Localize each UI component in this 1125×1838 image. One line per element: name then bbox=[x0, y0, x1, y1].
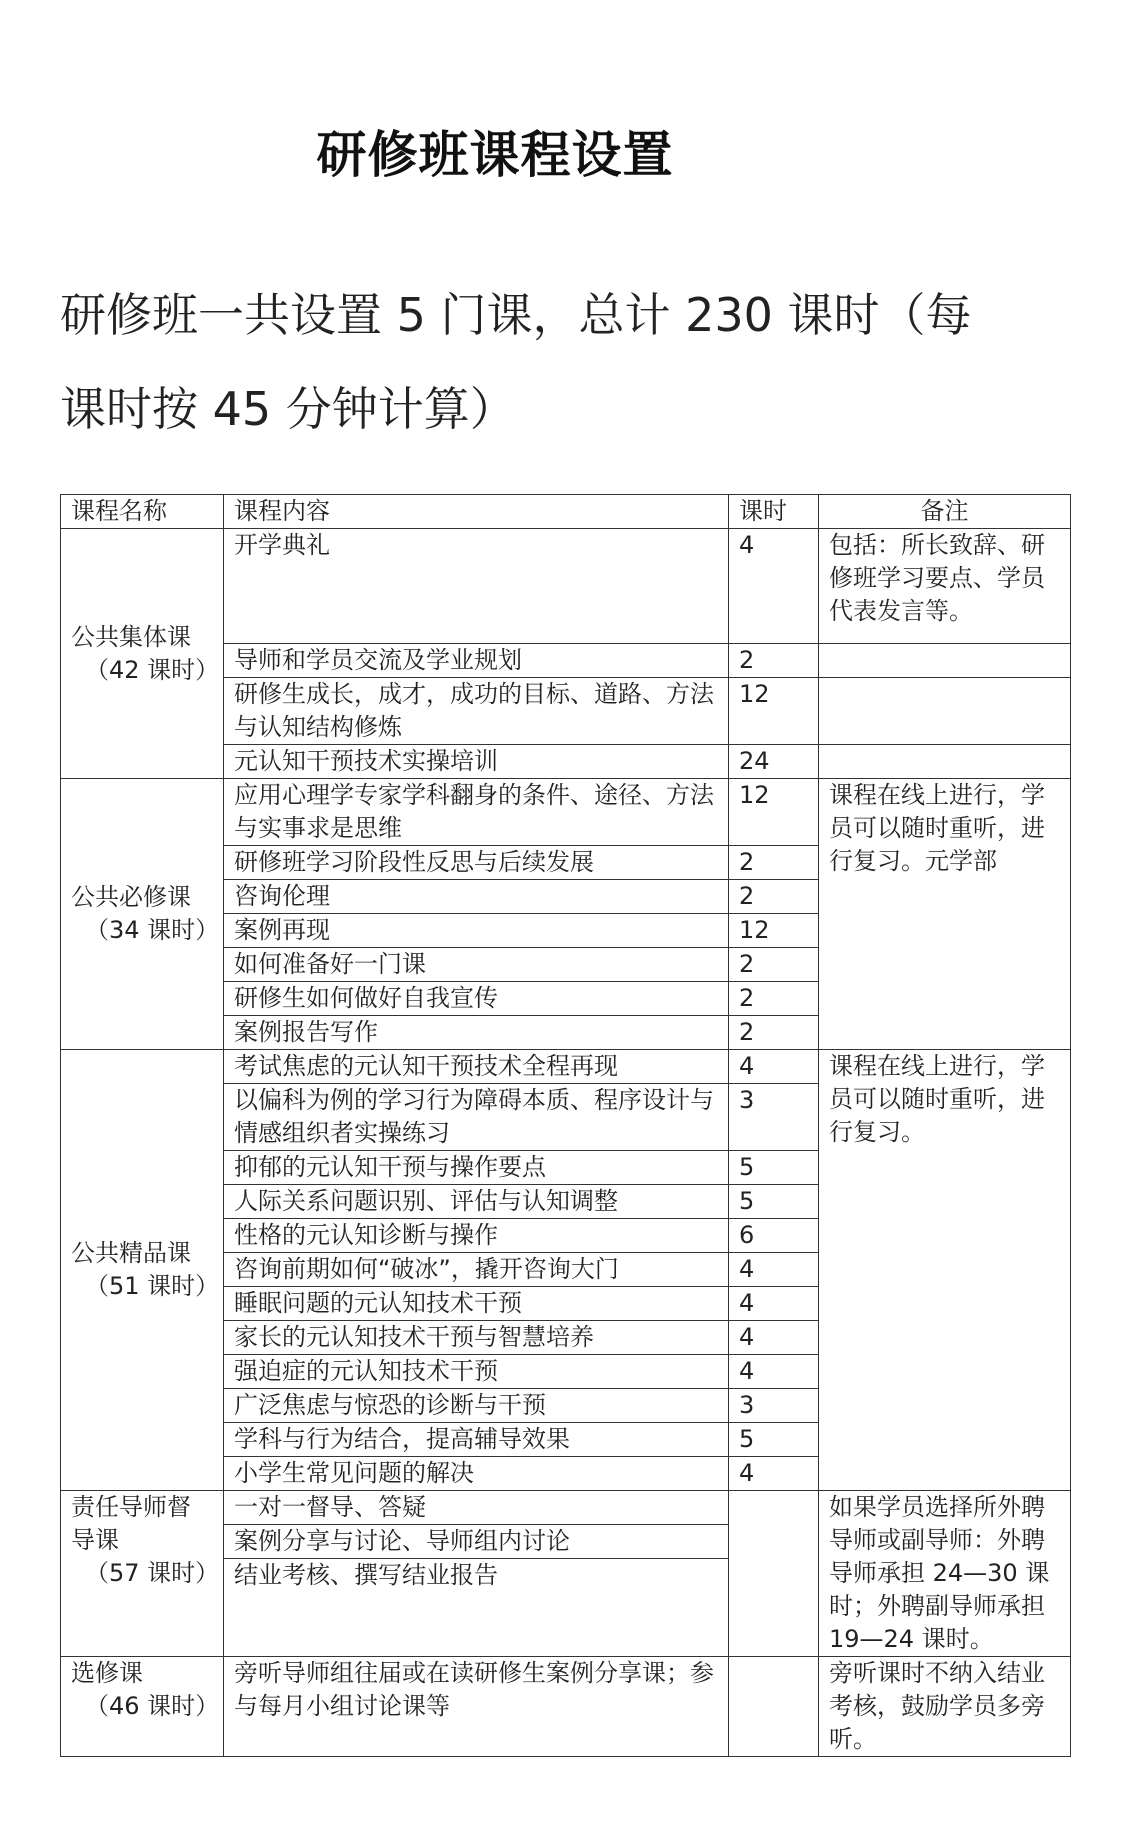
course-hours: 3 bbox=[729, 1084, 819, 1151]
intro-line-2: 课时按 45 分钟计算） bbox=[60, 382, 516, 436]
table-row bbox=[61, 1657, 1071, 1757]
category-name: 选修课 bbox=[71, 1659, 143, 1687]
note-cell-empty bbox=[819, 644, 1071, 678]
course-hours: 12 bbox=[729, 914, 819, 948]
course-content: 小学生常见问题的解决 bbox=[224, 1457, 729, 1491]
course-hours bbox=[729, 1491, 819, 1657]
course-content: 人际关系问题识别、评估与认知调整 bbox=[224, 1185, 729, 1219]
header-course-content: 课程内容 bbox=[224, 495, 729, 529]
category-hours: （34 课时） bbox=[85, 916, 220, 944]
table-row bbox=[61, 1491, 1071, 1525]
course-content: 案例报告写作 bbox=[224, 1016, 729, 1050]
header-course-name: 课程名称 bbox=[61, 495, 224, 529]
course-hours: 4 bbox=[729, 1355, 819, 1389]
course-content: 咨询前期如何“破冰”，撬开咨询大门 bbox=[224, 1253, 729, 1287]
category-cell bbox=[61, 779, 224, 1050]
course-hours: 2 bbox=[729, 982, 819, 1016]
course-hours: 4 bbox=[729, 1253, 819, 1287]
course-content: 结业考核、撰写结业报告 bbox=[224, 1559, 729, 1657]
course-hours: 24 bbox=[729, 745, 819, 779]
course-hours: 2 bbox=[729, 1016, 819, 1050]
course-hours: 12 bbox=[729, 678, 819, 745]
course-hours: 2 bbox=[729, 880, 819, 914]
course-content: 应用心理学专家学科翻身的条件、途径、方法与实事求是思维 bbox=[224, 779, 729, 846]
category-cell bbox=[61, 529, 224, 779]
course-content: 案例分享与讨论、导师组内讨论 bbox=[224, 1525, 729, 1559]
course-content: 广泛焦虑与惊恐的诊断与干预 bbox=[224, 1389, 729, 1423]
table-row bbox=[61, 779, 1071, 846]
course-hours bbox=[729, 1657, 819, 1757]
intro-paragraph bbox=[60, 268, 1070, 456]
course-hours: 5 bbox=[729, 1185, 819, 1219]
table-row bbox=[61, 1050, 1071, 1084]
course-content: 旁听导师组往届或在读研修生案例分享课；参与每月小组讨论课等 bbox=[224, 1657, 729, 1757]
category-hours: （46 课时） bbox=[85, 1692, 220, 1720]
course-content: 元认知干预技术实操培训 bbox=[224, 745, 729, 779]
category-cell bbox=[61, 1491, 224, 1657]
course-content: 学科与行为结合，提高辅导效果 bbox=[224, 1423, 729, 1457]
course-content: 强迫症的元认知技术干预 bbox=[224, 1355, 729, 1389]
course-table bbox=[60, 494, 1071, 1757]
course-hours: 4 bbox=[729, 1287, 819, 1321]
course-hours: 5 bbox=[729, 1423, 819, 1457]
course-content: 家长的元认知技术干预与智慧培养 bbox=[224, 1321, 729, 1355]
course-content: 案例再现 bbox=[224, 914, 729, 948]
course-content: 研修生成长，成才，成功的目标、道路、方法与认知结构修炼 bbox=[224, 678, 729, 745]
category-hours: （57 课时） bbox=[85, 1559, 220, 1587]
category-name: 责任导师督导课 bbox=[71, 1493, 191, 1554]
header-note: 备注 bbox=[819, 495, 1071, 529]
course-hours: 3 bbox=[729, 1389, 819, 1423]
course-content: 以偏科为例的学习行为障碍本质、程序设计与情感组织者实操练习 bbox=[224, 1084, 729, 1151]
course-content: 一对一督导、答疑 bbox=[224, 1491, 729, 1525]
course-hours: 2 bbox=[729, 644, 819, 678]
note-cell: 包括：所长致辞、研修班学习要点、学员代表发言等。 bbox=[819, 529, 1071, 644]
note-cell-empty bbox=[819, 745, 1071, 779]
category-hours: （51 课时） bbox=[85, 1272, 220, 1300]
note-cell: 课程在线上进行，学员可以随时重听，进行复习。 bbox=[819, 1050, 1071, 1491]
course-hours: 2 bbox=[729, 948, 819, 982]
header-hours: 课时 bbox=[729, 495, 819, 529]
course-content: 咨询伦理 bbox=[224, 880, 729, 914]
category-name: 公共必修课 bbox=[71, 883, 191, 911]
course-content: 考试焦虑的元认知干预技术全程再现 bbox=[224, 1050, 729, 1084]
course-content: 研修班学习阶段性反思与后续发展 bbox=[224, 846, 729, 880]
course-content: 睡眠问题的元认知技术干预 bbox=[224, 1287, 729, 1321]
course-hours: 2 bbox=[729, 846, 819, 880]
intro-line-1: 研修班一共设置 5 门课，总计 230 课时（每 bbox=[60, 288, 972, 342]
course-content: 如何准备好一门课 bbox=[224, 948, 729, 982]
course-content: 研修生如何做好自我宣传 bbox=[224, 982, 729, 1016]
note-cell: 课程在线上进行，学员可以随时重听，进行复习。元学部 bbox=[819, 779, 1071, 1050]
course-hours: 12 bbox=[729, 779, 819, 846]
course-hours: 6 bbox=[729, 1219, 819, 1253]
note-cell-empty bbox=[819, 678, 1071, 745]
course-content: 开学典礼 bbox=[224, 529, 729, 644]
course-hours: 4 bbox=[729, 1050, 819, 1084]
category-hours: （42 课时） bbox=[85, 655, 220, 684]
course-hours: 5 bbox=[729, 1151, 819, 1185]
page-title: 研修班课程设置 bbox=[316, 126, 674, 184]
course-hours: 4 bbox=[729, 1457, 819, 1491]
category-cell bbox=[61, 1657, 224, 1757]
category-name: 公共集体课 bbox=[71, 622, 191, 651]
course-hours: 4 bbox=[729, 529, 819, 644]
course-hours: 4 bbox=[729, 1321, 819, 1355]
note-cell: 旁听课时不纳入结业考核，鼓励学员多旁听。 bbox=[819, 1657, 1071, 1757]
course-content: 导师和学员交流及学业规划 bbox=[224, 644, 729, 678]
table-row bbox=[61, 529, 1071, 644]
category-cell bbox=[61, 1050, 224, 1491]
note-cell: 如果学员选择所外聘导师或副导师：外聘导师承担 24—30 课时；外聘副导师承担 19—24 课时。 bbox=[819, 1491, 1071, 1657]
course-content: 性格的元认知诊断与操作 bbox=[224, 1219, 729, 1253]
category-name: 公共精品课 bbox=[71, 1239, 191, 1267]
course-content: 抑郁的元认知干预与操作要点 bbox=[224, 1151, 729, 1185]
table-header-row bbox=[61, 495, 1071, 529]
